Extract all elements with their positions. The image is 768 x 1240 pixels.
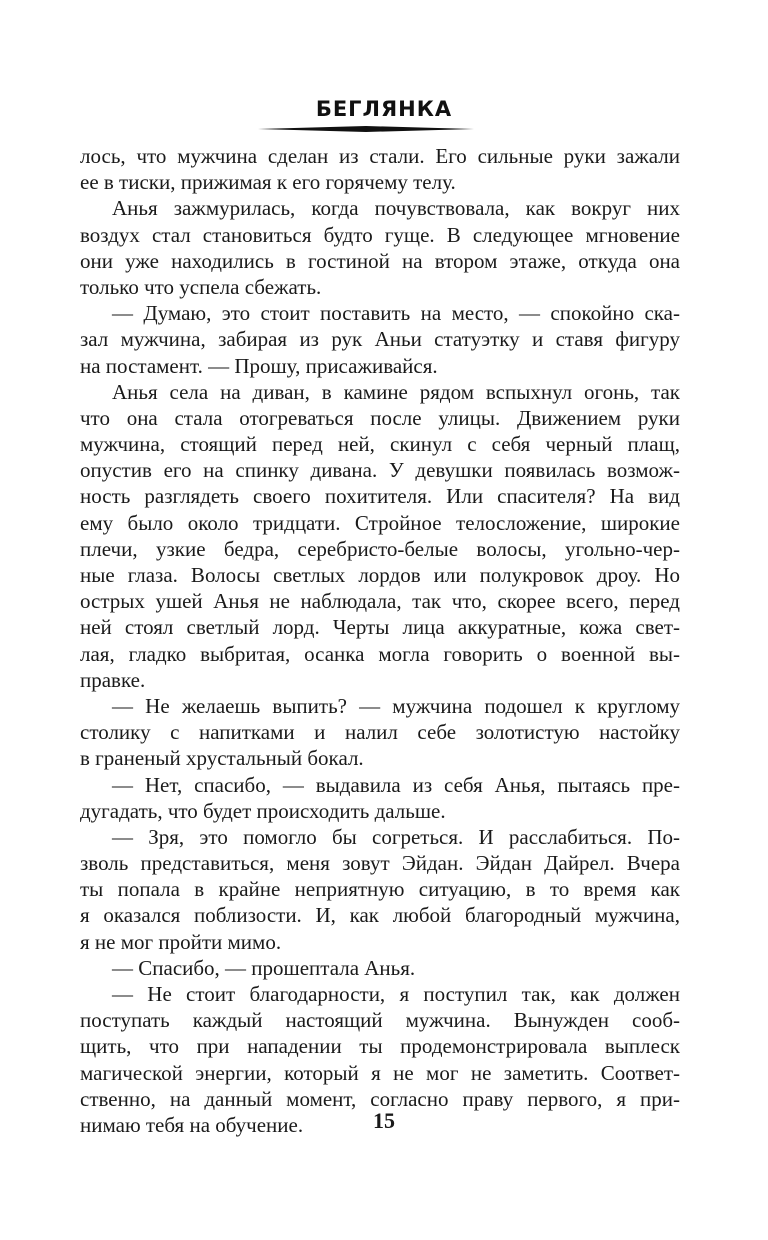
text-line: ственно, на данный момент, согласно праву первого, я при- [80,1086,680,1111]
text-line: правке. [80,667,146,692]
text-line: дугадать, что будет происходить дальше. [80,798,446,823]
text-line: только что успела сбежать. [80,274,322,299]
text-line: острых ушей Анья не наблюдала, так что, скорее всего, перед [80,589,680,614]
text-line: ему было около тридцати. Стройное телосложение, широкие [80,510,680,535]
text-line: воздух стал становиться будто гуще. В следующее мгновение [80,222,680,247]
text-line: — Думаю, это стоит поставить на место, — спокойно ска- [112,301,680,326]
text-line: столику с напитками и налил себе золотистую настойку [80,720,680,745]
text-line: что она стала отогреваться после улицы. Движением руки [80,405,680,430]
text-line: Анья зажмурилась, когда почувствовала, как вокруг них [112,196,680,221]
text-line: я оказался поблизости. И, как любой благородный мужчина, [80,903,680,928]
text-line: поступать каждый настоящий мужчина. Вынужден сооб- [80,1008,680,1033]
book-title: БЕГЛЯНКА [315,97,453,121]
text-line: нимаю тебя на обучение. [80,1112,304,1137]
text-line: магической энергии, который я не мог не заметить. Соответ- [80,1060,680,1085]
text-line: в граненый хрустальный бокал. [80,746,364,771]
text-line: щить, что при нападении ты продемонстрировала выплеск [80,1034,680,1059]
text-line: ты попала в крайне неприятную ситуацию, в то время как [80,877,680,902]
body-text [80,143,680,1138]
text-line: плечи, узкие бедра, серебристо-белые волосы, угольно-чер- [80,536,680,561]
text-line: ность разглядеть своего похитителя. Или спасителя? На вид [80,484,680,509]
text-line: ней стоял светлый лорд. Черты лица аккуратные, кожа свет- [80,615,680,640]
text-line: — Нет, спасибо, — выдавила из себя Анья, пытаясь пре- [112,772,680,797]
text-line: — Зря, это помогло бы согреться. И расслабиться. По- [112,824,680,849]
text-line: на постамент. — Прошу, присаживайся. [80,353,438,378]
text-line: зал мужчина, забирая из рук Аньи статуэтку и ставя фигуру [80,327,680,352]
text-line: лая, гладко выбритая, осанка могла говорить о военной вы- [80,641,680,666]
text-line: ные глаза. Волосы светлых лордов или полукровок дроу. Но [80,563,680,587]
text-line: я не мог пройти мимо. [80,929,282,954]
text-line: ее в тиски, прижимая к его горячему телу. [80,170,456,195]
page-number: 15 [373,1108,395,1133]
text-line: — Не желаешь выпить? — мужчина подошел к круглому [112,693,680,718]
text-line: мужчина, стоящий перед ней, скинул с себя черный плащ, [80,432,680,457]
running-header [0,96,768,122]
text-line: они уже находились в гостиной на втором этаже, откуда она [80,248,680,273]
text-line: Анья села на диван, в камине рядом вспыхнул огонь, так [112,379,680,404]
text-line: опустив его на спинку дивана. У девушки появилась возмож- [80,458,680,483]
text-line: — Спасибо, — прошептала Анья. [112,955,416,980]
text-line: зволь представиться, меня зовут Эйдан. Эйдан Дайрел. Вчера [80,851,680,876]
text-line: — Не стоит благодарности, я поступил так, как должен [112,982,680,1006]
text-line: лось, что мужчина сделан из стали. Его сильные руки зажали [80,144,680,168]
